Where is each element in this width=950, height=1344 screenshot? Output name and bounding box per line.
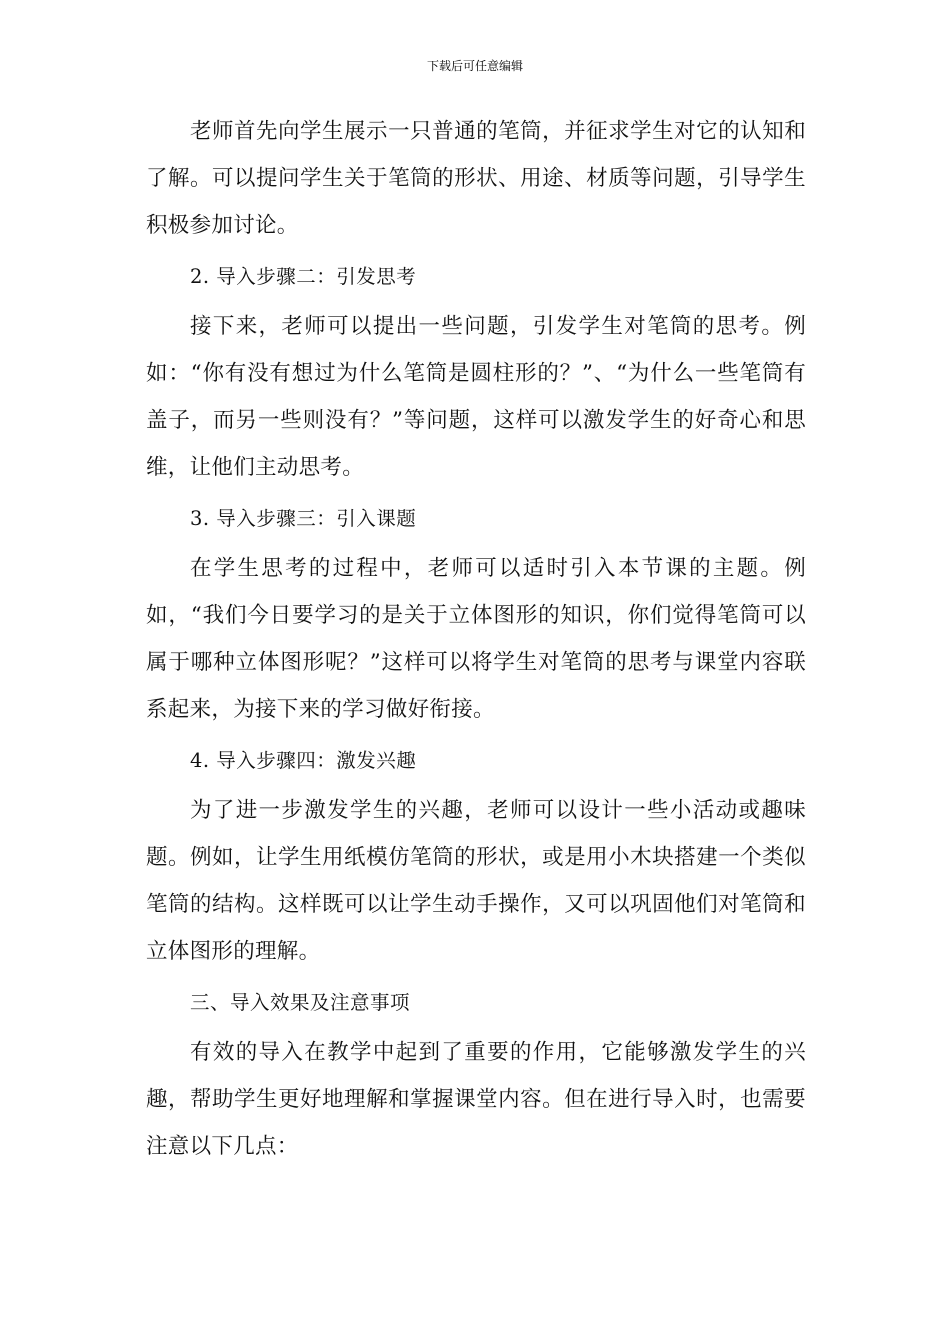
heading-step-four: 4. 导入步骤四：激发兴趣 [190,749,417,772]
paragraph-intro-display: 老师首先向学生展示一只普通的笔筒，并征求学生对它的认知和了解。可以提问学生关于笔筒的形状、用途、材质等问题，引导学生积极参加讨论。 [146,119,806,238]
heading-section-three: 三、导入效果及注意事项 [190,991,411,1014]
document-body [146,108,806,1170]
paragraph-step-three: 在学生思考的过程中，老师可以适时引入本节课的主题。例如，“我们今日要学习的是关于立体图形的知识，你们觉得笔筒可以属于哪种立体图形呢？”这样可以将学生对笔筒的思考与课堂内容联系起来，为接下来的学习做好衔接。 [146,556,806,722]
paragraph-step-four: 为了进一步激发学生的兴趣，老师可以设计一些小活动或趣味题。例如，让学生用纸模仿笔筒的形状，或是用小木块搭建一个类似笔筒的结构。这样既可以让学生动手操作，又可以巩固他们对笔筒和立体图形的理解。 [146,798,806,964]
heading-step-three: 3. 导入步骤三：引入课题 [190,507,417,530]
paragraph-step-two: 接下来，老师可以提出一些问题，引发学生对笔筒的思考。例如：“你有没有想过为什么笔筒是圆柱形的？”、“为什么一些笔筒有盖子，而另一些则没有？”等问题，这样可以激发学生的好奇心和思维，让他们主动思考。 [146,314,806,480]
page-header: 下载后可任意编辑 [426,59,523,73]
paragraph-section-three: 有效的导入在教学中起到了重要的作用，它能够激发学生的兴趣，帮助学生更好地理解和掌握课堂内容。但在进行导入时，也需要注意以下几点： [146,1040,806,1159]
heading-step-two: 2. 导入步骤二：引发思考 [190,265,417,288]
